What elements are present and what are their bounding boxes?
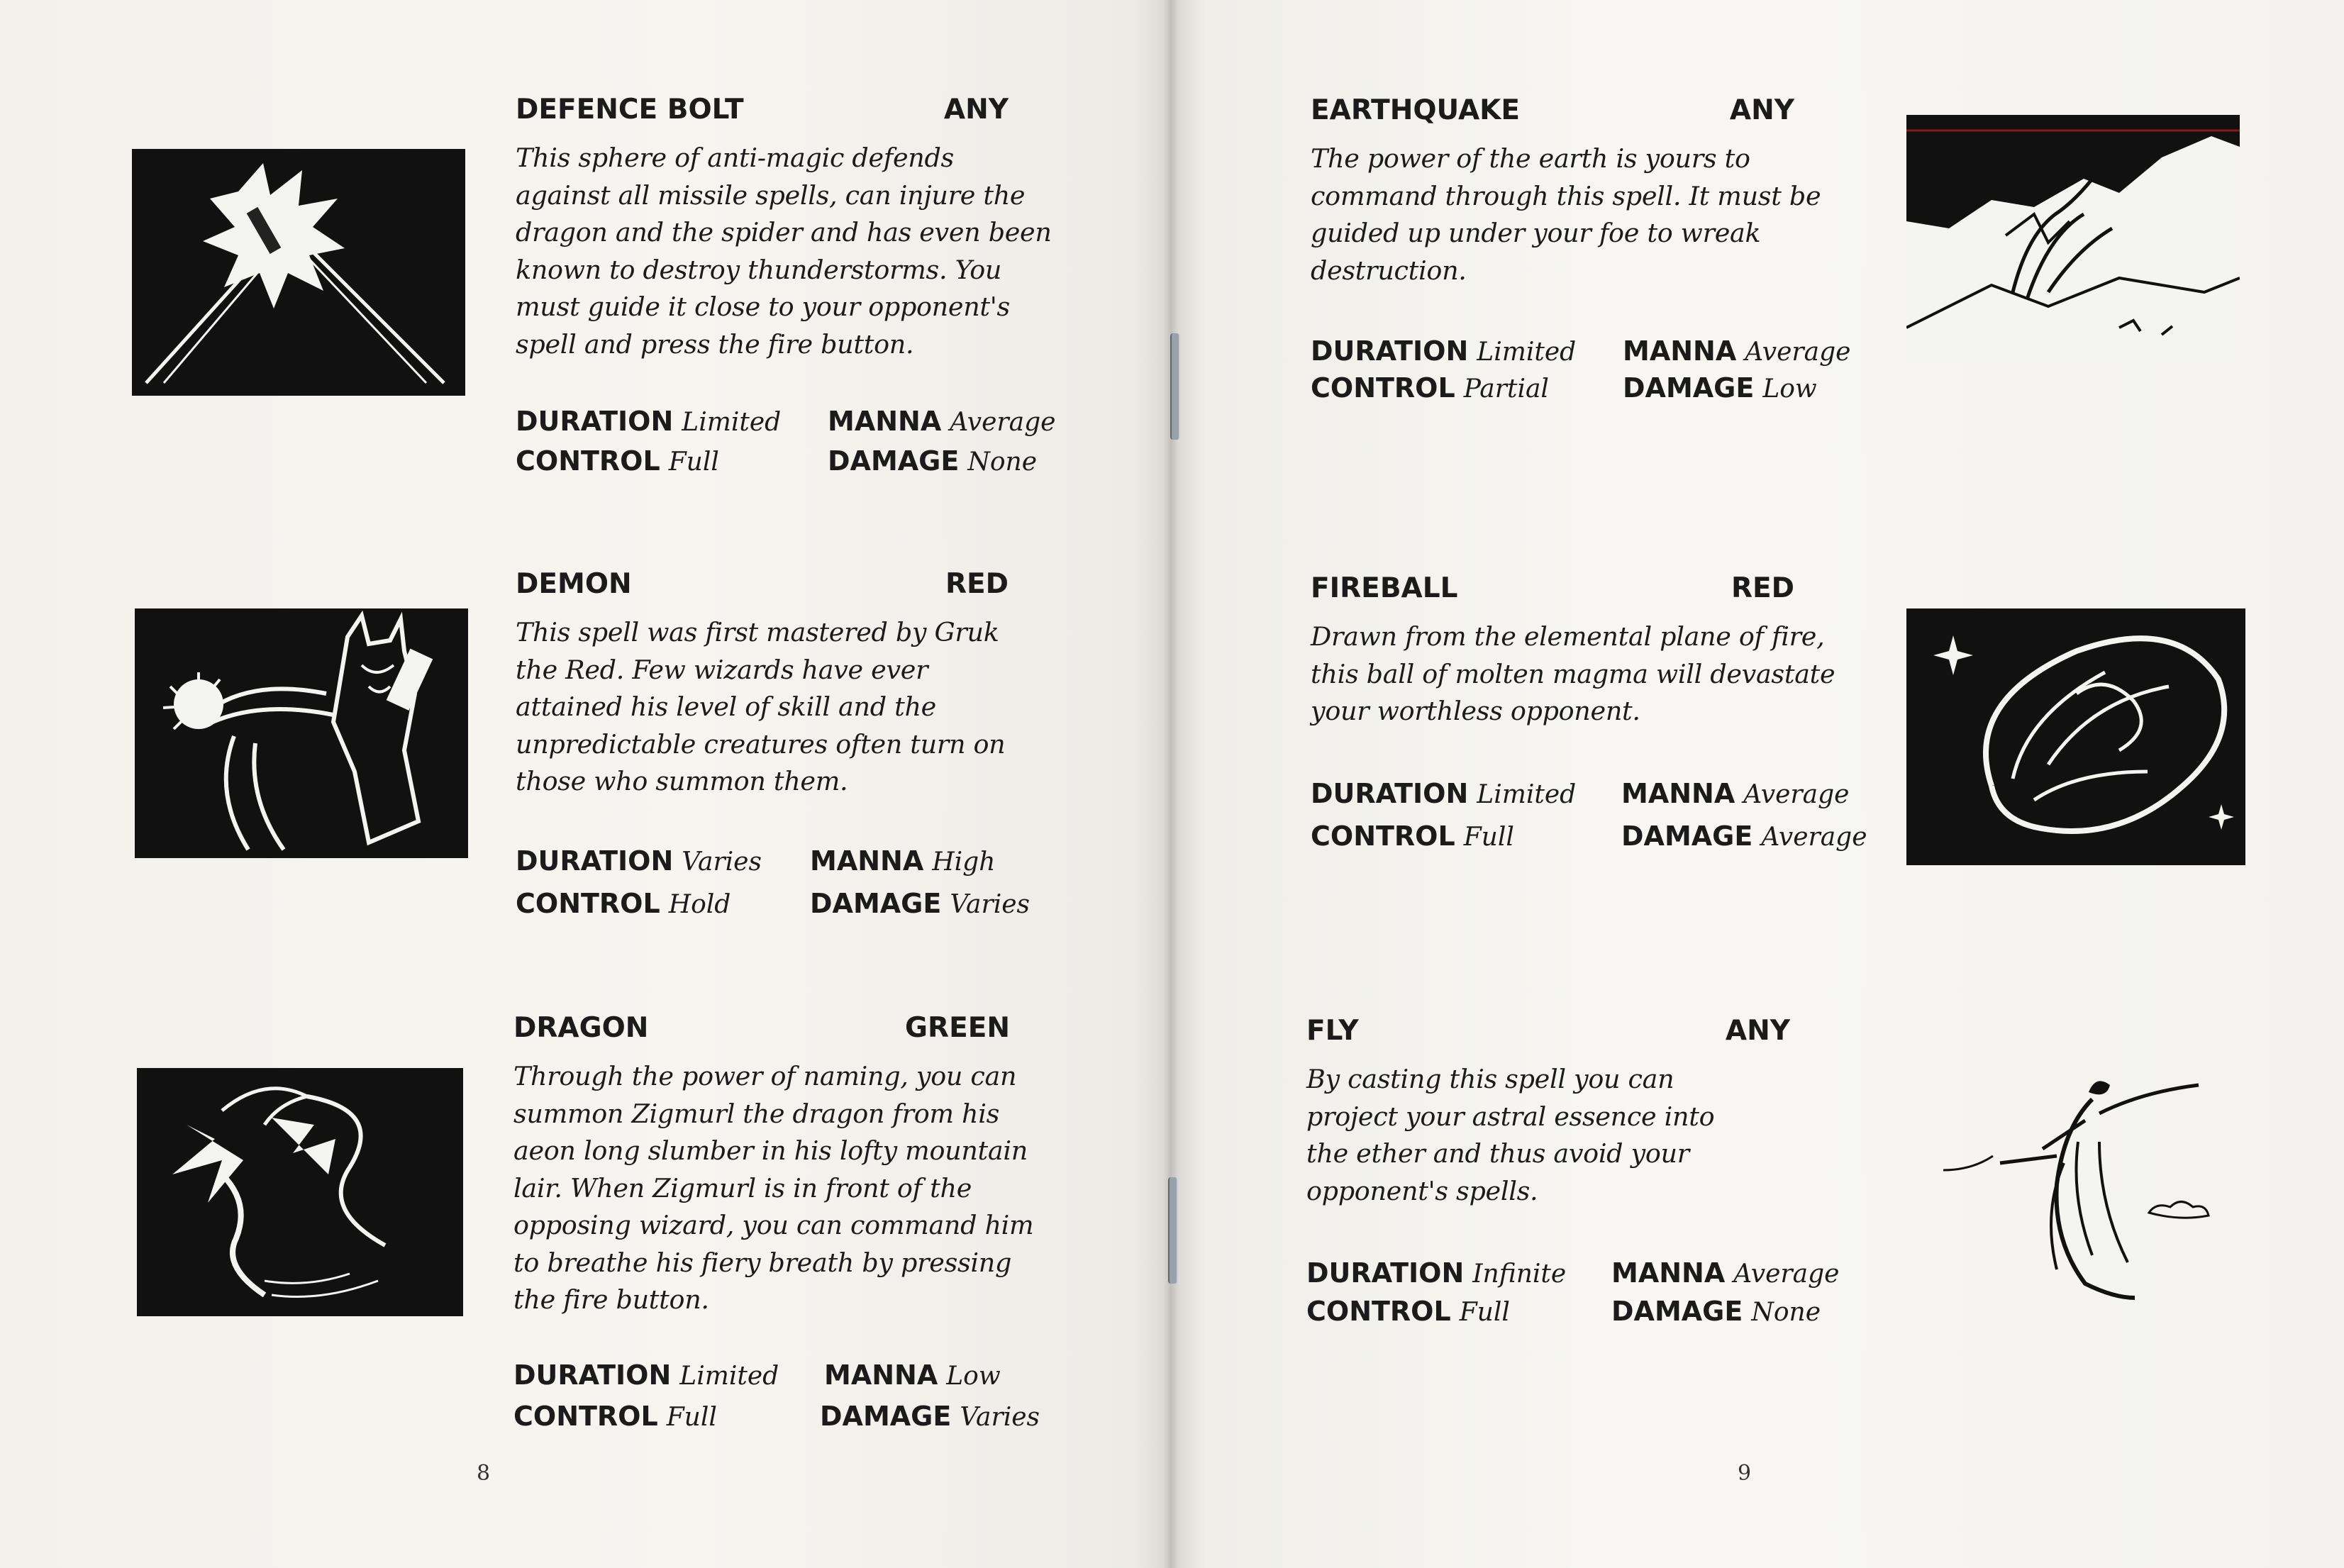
spell-name: FIREBALL [1311, 572, 1458, 604]
dragon-illustration [137, 1068, 463, 1316]
description-line: This sphere of anti-magic defends [516, 143, 954, 173]
description-line: aeon long slumber in his lofty mountain [513, 1135, 1028, 1166]
control-stat: CONTROL Full [513, 1401, 717, 1432]
control-stat: CONTROL Partial [1311, 372, 1549, 404]
control-stat: CONTROL Full [1306, 1296, 1510, 1327]
description-line: command through this spell. It must be [1311, 180, 1821, 211]
manna-stat: MANNA Average [1621, 778, 1850, 809]
duration-stat: DURATION Limited [516, 406, 782, 437]
damage-stat: DAMAGE Varies [810, 888, 1030, 919]
damage-stat: DAMAGE Average [1621, 821, 1867, 852]
spell-description [1306, 1061, 1714, 1210]
spell-header [513, 1007, 1010, 1050]
description-line: The power of the earth is yours to [1311, 143, 1750, 174]
description-line: to breathe his fiery breath by pressing [513, 1247, 1012, 1278]
spell-description [1311, 140, 1821, 289]
page-number-right: 9 [1738, 1461, 1752, 1486]
staple-top [1170, 333, 1180, 440]
spell-name: DRAGON [513, 1012, 649, 1044]
demon-illustration [135, 608, 468, 858]
description-line: guided up under your foe to wreak [1311, 218, 1761, 248]
description-line: opposing wizard, you can command him [513, 1210, 1034, 1240]
description-line: unpredictable creatures often turn on [516, 728, 1006, 760]
description-line: summon Zigmurl the dragon from his [513, 1098, 1000, 1129]
spell-description [516, 614, 1005, 801]
description-line: your worthless opponent. [1311, 696, 1640, 726]
spell-header [516, 563, 1009, 606]
spell-stats [1306, 1252, 1878, 1338]
spell-entry-defence-bolt [516, 89, 1056, 514]
spell-header [516, 89, 1009, 131]
spell-color: RED [1731, 572, 1794, 604]
spell-header [1311, 89, 1794, 132]
spell-color: GREEN [905, 1012, 1010, 1044]
spell-entry-demon [516, 563, 1030, 946]
description-line: those who summon them. [516, 766, 848, 796]
spell-header [1311, 567, 1794, 610]
description-line: must guide it close to your opponent's [516, 291, 1010, 322]
manna-stat: MANNA Low [824, 1360, 1001, 1391]
description-line: destruction. [1311, 255, 1467, 286]
spell-name: FLY [1306, 1015, 1359, 1047]
spell-stats [516, 401, 1056, 486]
staple-bottom [1168, 1177, 1178, 1284]
damage-stat: DAMAGE Varies [820, 1401, 1040, 1432]
spell-name: DEFENCE BOLT [516, 94, 744, 126]
description-line: This spell was first mastered by Gruk [516, 617, 999, 647]
spell-color: ANY [1729, 94, 1794, 126]
spell-stats [1311, 330, 1878, 416]
damage-stat: DAMAGE Low [1623, 372, 1817, 404]
description-line: project your astral essence into [1306, 1101, 1715, 1132]
description-line: By casting this spell you can [1306, 1064, 1674, 1094]
manna-stat: MANNA Average [1623, 335, 1851, 367]
manna-stat: MANNA Average [1611, 1257, 1840, 1289]
spell-entry-fly [1306, 1010, 1878, 1343]
duration-stat: DURATION Limited [1311, 335, 1577, 367]
damage-stat: DAMAGE None [1611, 1296, 1821, 1327]
spell-description [1311, 618, 1835, 730]
description-line: opponent's spells. [1306, 1175, 1538, 1206]
manna-stat: MANNA Average [828, 406, 1056, 437]
spell-stats [513, 1355, 1052, 1440]
description-line: Drawn from the elemental plane of fire, [1311, 621, 1825, 652]
control-stat: CONTROL Hold [516, 888, 731, 919]
spell-color: RED [945, 568, 1009, 600]
spell-entry-earthquake [1311, 89, 1878, 458]
spell-stats [1311, 773, 1878, 858]
description-line: against all missile spells, can injure the [516, 179, 1026, 211]
description-line: Through the power of naming, you can [513, 1061, 1017, 1091]
spell-color: ANY [1725, 1015, 1790, 1047]
description-line: this ball of molten magma will devastate [1311, 658, 1835, 689]
spell-entry-fireball [1311, 567, 1878, 879]
fly-illustration [1915, 1057, 2241, 1312]
spell-name: EARTHQUAKE [1311, 94, 1521, 126]
spell-description [513, 1058, 1033, 1319]
duration-stat: DURATION Varies [516, 845, 762, 877]
spell-color: ANY [943, 94, 1009, 126]
description-line: known to destroy thunderstorms. You [516, 254, 1002, 285]
page-number-left: 8 [477, 1461, 491, 1486]
spell-entry-dragon [513, 1007, 1052, 1447]
control-stat: CONTROL Full [516, 445, 719, 477]
spell-name: DEMON [516, 568, 632, 600]
fireball-illustration [1906, 608, 2245, 865]
spell-header [1306, 1010, 1790, 1052]
duration-stat: DURATION Limited [513, 1360, 779, 1391]
description-line: the ether and thus avoid your [1306, 1138, 1689, 1169]
spell-stats [516, 840, 1030, 925]
description-line: attained his level of skill and the [516, 691, 936, 722]
description-line: spell and press the fire button. [516, 328, 914, 360]
spell-description [516, 140, 1052, 363]
defence-bolt-illustration [132, 149, 465, 396]
earthquake-illustration [1906, 115, 2240, 362]
duration-stat: DURATION Infinite [1306, 1257, 1567, 1289]
description-line: lair. When Zigmurl is in front of the [513, 1172, 972, 1203]
description-line: the fire button. [513, 1284, 709, 1315]
control-stat: CONTROL Full [1311, 821, 1514, 852]
duration-stat: DURATION Limited [1311, 778, 1577, 809]
book-spine [1163, 0, 1179, 1568]
damage-stat: DAMAGE None [828, 445, 1037, 477]
description-line: dragon and the spider and has even been [516, 217, 1052, 248]
manna-stat: MANNA High [810, 845, 996, 877]
description-line: the Red. Few wizards have ever [516, 654, 928, 685]
